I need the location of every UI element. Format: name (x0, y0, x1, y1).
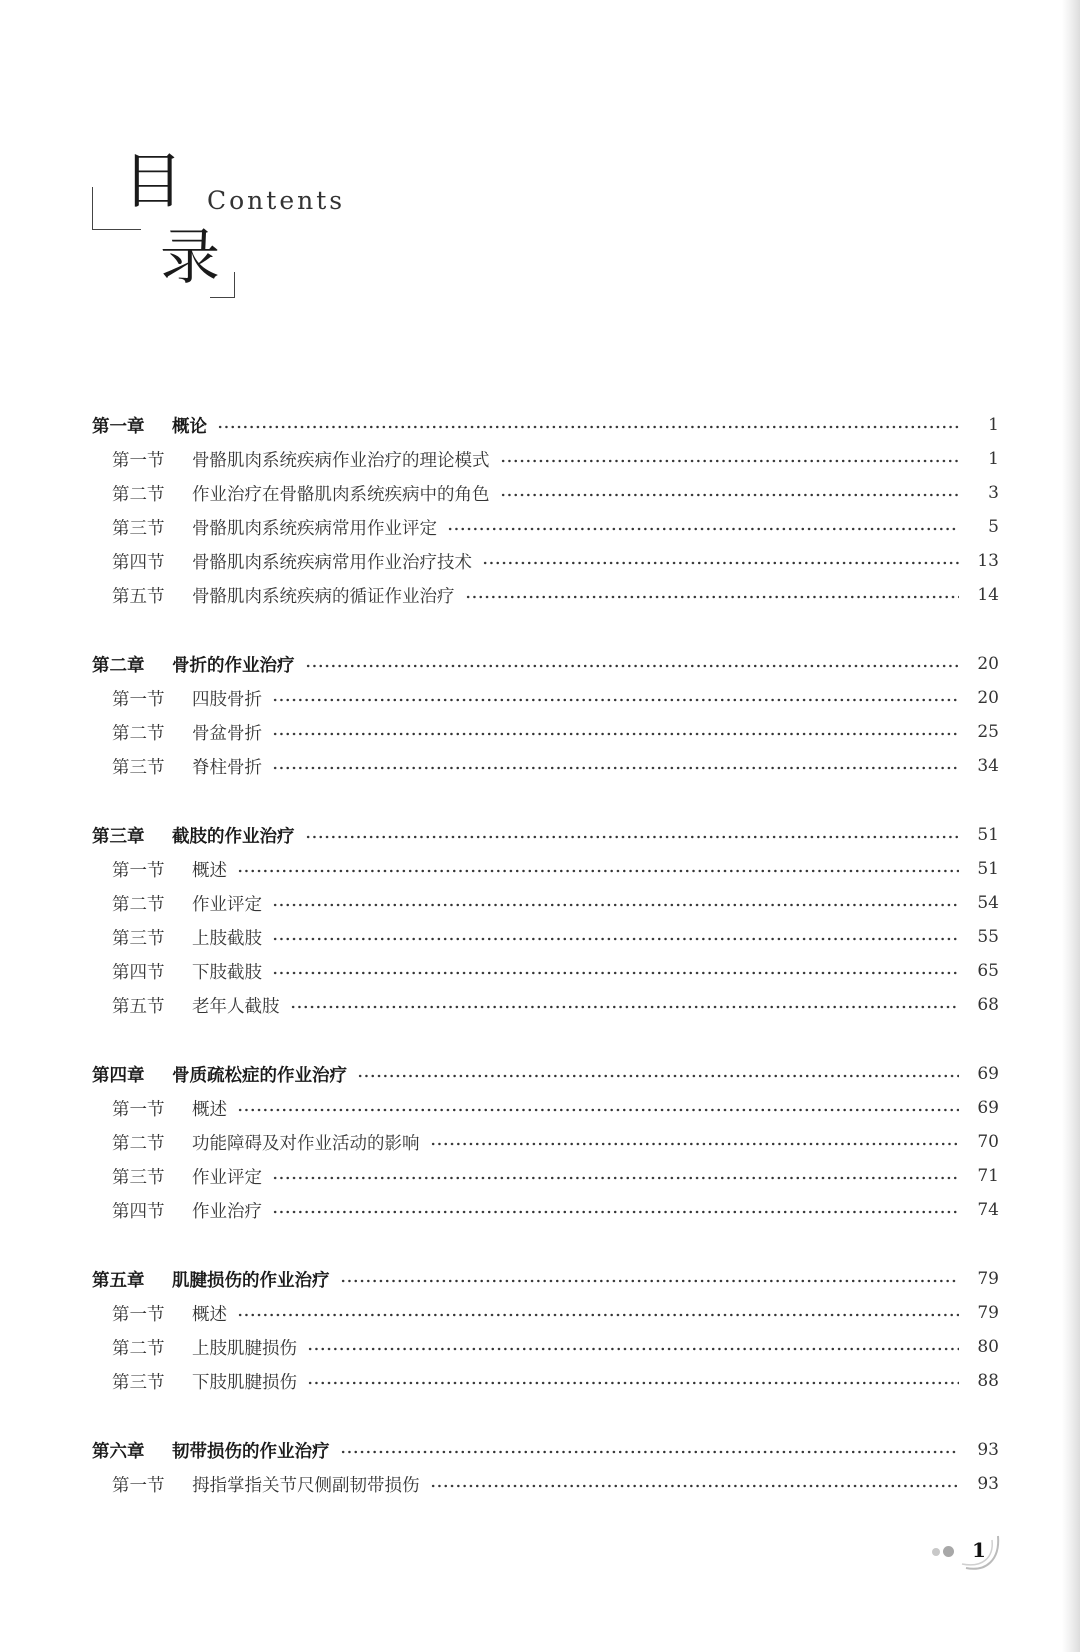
toc-section-title: 骨盆骨折 (192, 723, 262, 744)
toc-section[interactable] (92, 852, 999, 886)
toc-chapter-page: 69 (977, 1064, 999, 1084)
toc-section[interactable] (92, 1296, 999, 1330)
toc-section[interactable] (92, 1364, 999, 1398)
toc-section-number: 第三节 (112, 928, 165, 949)
toc-section-number: 第二节 (112, 1133, 165, 1154)
toc-section[interactable] (92, 510, 999, 544)
toc-section-number: 第二节 (112, 484, 165, 505)
page-edge-shadow (1062, 0, 1080, 1652)
toc-chapter[interactable] (92, 1057, 999, 1091)
toc-chapter-number: 第二章 (92, 655, 145, 676)
toc-section-page: 1 (988, 449, 999, 469)
toc-section[interactable] (92, 681, 999, 715)
toc-section-page: 65 (977, 961, 999, 981)
toc-section[interactable] (92, 1125, 999, 1159)
toc-section[interactable] (92, 954, 999, 988)
toc-chapter[interactable] (92, 647, 999, 681)
dot-leader (272, 971, 959, 975)
chapter-group (92, 1057, 999, 1227)
toc-section-page: 14 (977, 585, 999, 605)
toc-chapter-title: 韧带损伤的作业治疗 (172, 1441, 330, 1462)
page-number: 1 (972, 1538, 986, 1562)
toc-section-page: 51 (977, 859, 999, 879)
toc-section-number: 第一节 (112, 860, 165, 881)
toc-section-number: 第二节 (112, 723, 165, 744)
toc-section-page: 79 (977, 1303, 999, 1323)
toc-section-page: 74 (977, 1200, 999, 1220)
toc-chapter[interactable] (92, 818, 999, 852)
toc-section-page: 13 (977, 551, 999, 571)
dot-leader (237, 1108, 959, 1112)
toc-section-number: 第二节 (112, 1338, 165, 1359)
toc-section-title: 四肢骨折 (192, 689, 262, 710)
toc-section-number: 第二节 (112, 894, 165, 915)
toc-section-number: 第五节 (112, 996, 165, 1017)
toc-chapter-title: 截肢的作业治疗 (172, 826, 295, 847)
toc-section[interactable] (92, 442, 999, 476)
toc-chapter[interactable] (92, 1262, 999, 1296)
dot-leader (500, 493, 960, 497)
toc-section-number: 第一节 (112, 1304, 165, 1325)
dot-leader (500, 459, 960, 463)
toc-section-page: 93 (977, 1474, 999, 1494)
toc-chapter-title: 概论 (172, 416, 207, 437)
dot-leader (272, 1176, 959, 1180)
toc-section-title: 上肢截肢 (192, 928, 262, 949)
dot-leader (272, 698, 959, 702)
toc-section-title: 概述 (192, 1304, 227, 1325)
toc-section-number: 第三节 (112, 518, 165, 539)
toc-section-title: 骨骼肌肉系统疾病常用作业治疗技术 (192, 552, 472, 573)
toc-section[interactable] (92, 578, 999, 612)
toc-section-title: 脊柱骨折 (192, 757, 262, 778)
toc-section[interactable] (92, 1330, 999, 1364)
dot-leader (340, 1450, 960, 1454)
toc-chapter[interactable] (92, 408, 999, 442)
toc-section-page: 3 (988, 483, 999, 503)
toc-section-title: 拇指掌指关节尺侧副韧带损伤 (192, 1475, 420, 1496)
chapter-group (92, 818, 999, 1022)
toc-chapter-title: 肌腱损伤的作业治疗 (172, 1270, 330, 1291)
toc-section-page: 20 (977, 688, 999, 708)
chapter-group (92, 1262, 999, 1398)
toc-section[interactable] (92, 544, 999, 578)
dot-leader (305, 835, 960, 839)
dot-leader (307, 1347, 959, 1351)
toc-section[interactable] (92, 1091, 999, 1125)
dot-leader (237, 869, 959, 873)
toc-section[interactable] (92, 1159, 999, 1193)
header-english: Contents (207, 186, 346, 215)
toc-section-title: 概述 (192, 1099, 227, 1120)
toc-chapter-page: 51 (977, 825, 999, 845)
toc-section-number: 第一节 (112, 1099, 165, 1120)
dot-leader (272, 1210, 959, 1214)
footer-dot-large (943, 1546, 954, 1557)
dot-leader (305, 664, 960, 668)
chapter-group (92, 1433, 999, 1501)
toc-section-page: 54 (977, 893, 999, 913)
toc-section-page: 68 (977, 995, 999, 1015)
toc-chapter-page: 79 (977, 1269, 999, 1289)
toc-section-page: 5 (988, 517, 999, 537)
dot-leader (272, 766, 959, 770)
toc-section-number: 第三节 (112, 1372, 165, 1393)
toc-chapter-page: 20 (977, 654, 999, 674)
toc-section-number: 第一节 (112, 1475, 165, 1496)
toc-section-number: 第四节 (112, 962, 165, 983)
toc-chapter-page: 1 (988, 415, 999, 435)
dot-leader (465, 595, 960, 599)
toc-section-number: 第四节 (112, 1201, 165, 1222)
toc-section-page: 69 (977, 1098, 999, 1118)
toc-section-title: 骨骼肌肉系统疾病常用作业评定 (192, 518, 437, 539)
dot-leader (430, 1484, 960, 1488)
toc-section-title: 作业评定 (192, 894, 262, 915)
toc-chapter-number: 第四章 (92, 1065, 145, 1086)
toc-chapter[interactable] (92, 1433, 999, 1467)
toc-chapter-page: 93 (977, 1440, 999, 1460)
dot-leader (430, 1142, 960, 1146)
toc-section-title: 上肢肌腱损伤 (192, 1338, 297, 1359)
table-of-contents (92, 408, 999, 1536)
toc-section[interactable] (92, 920, 999, 954)
page-footer (930, 1530, 1010, 1574)
dot-leader (237, 1313, 959, 1317)
toc-chapter-title: 骨质疏松症的作业治疗 (172, 1065, 347, 1086)
toc-section-page: 34 (977, 756, 999, 776)
toc-chapter-title: 骨折的作业治疗 (172, 655, 295, 676)
header-char-lu: 录 (160, 223, 220, 293)
footer-dot-small (932, 1548, 940, 1556)
toc-section-title: 作业治疗在骨骼肌肉系统疾病中的角色 (192, 484, 490, 505)
toc-section[interactable] (92, 1467, 999, 1501)
toc-chapter-number: 第一章 (92, 416, 145, 437)
toc-section-title: 下肢截肢 (192, 962, 262, 983)
dot-leader (272, 903, 959, 907)
toc-section-title: 作业评定 (192, 1167, 262, 1188)
toc-section-title: 老年人截肢 (192, 996, 280, 1017)
toc-section-number: 第一节 (112, 450, 165, 471)
chapter-group (92, 647, 999, 783)
toc-section[interactable] (92, 1193, 999, 1227)
toc-section-number: 第五节 (112, 586, 165, 607)
dot-leader (272, 937, 959, 941)
dot-leader (447, 527, 959, 531)
toc-section[interactable] (92, 886, 999, 920)
toc-chapter-number: 第三章 (92, 826, 145, 847)
dot-leader (272, 732, 959, 736)
toc-section[interactable] (92, 988, 999, 1022)
toc-section-page: 80 (977, 1337, 999, 1357)
toc-section[interactable] (92, 715, 999, 749)
toc-section-title: 骨骼肌肉系统疾病的循证作业治疗 (192, 586, 455, 607)
dot-leader (357, 1074, 959, 1078)
toc-section-page: 71 (977, 1166, 999, 1186)
toc-section-title: 功能障碍及对作业活动的影响 (192, 1133, 420, 1154)
dot-leader (217, 425, 959, 429)
toc-section-title: 骨骼肌肉系统疾病作业治疗的理论模式 (192, 450, 490, 471)
dot-leader (290, 1005, 960, 1009)
toc-section[interactable] (92, 749, 999, 783)
toc-section-page: 88 (977, 1371, 999, 1391)
toc-section-number: 第四节 (112, 552, 165, 573)
toc-section-page: 70 (977, 1132, 999, 1152)
chapter-group (92, 408, 999, 612)
dot-leader (340, 1279, 960, 1283)
toc-section-title: 作业治疗 (192, 1201, 262, 1222)
dot-leader (307, 1381, 959, 1385)
toc-section-number: 第三节 (112, 1167, 165, 1188)
toc-section-title: 下肢肌腱损伤 (192, 1372, 297, 1393)
toc-section-title: 概述 (192, 860, 227, 881)
toc-section-number: 第一节 (112, 689, 165, 710)
header-char-mu: 目 (123, 147, 183, 217)
toc-section-page: 55 (977, 927, 999, 947)
toc-chapter-number: 第六章 (92, 1441, 145, 1462)
dot-leader (482, 561, 959, 565)
toc-section-page: 25 (977, 722, 999, 742)
toc-chapter-number: 第五章 (92, 1270, 145, 1291)
toc-section[interactable] (92, 476, 999, 510)
toc-section-number: 第三节 (112, 757, 165, 778)
